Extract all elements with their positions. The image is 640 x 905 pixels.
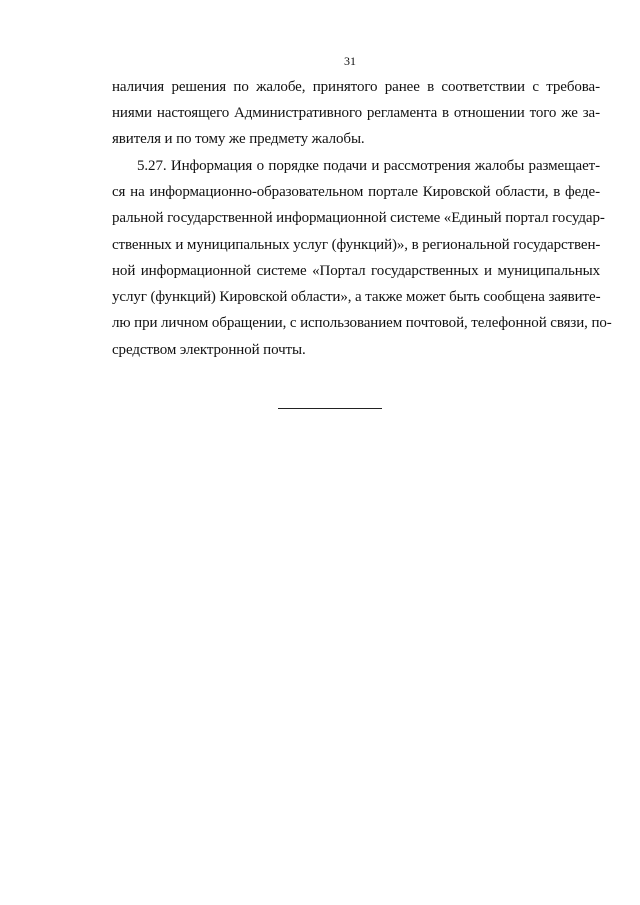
text-line: средством электронной почты. (112, 342, 306, 358)
text-line: ральной государственной информационной системе «Единый портал государ- (112, 210, 605, 226)
text-line: ственных и муниципальных услуг (функций)», в региональной государствен- (112, 237, 601, 253)
text-line: явителя и по тому же предмету жалобы. (112, 131, 365, 147)
text-line: ной информационной системе «Портал государственных и муниципальных (112, 263, 600, 279)
text-line: наличия решения по жалобе, принятого ранее в соответствии с требова- (112, 79, 600, 95)
text-line: ся на информационно-образовательном портале Кировской области, в феде- (112, 184, 600, 200)
text-line: услуг (функций) Кировской области», а также может быть сообщена заявите- (112, 289, 601, 305)
text-line: ниями настоящего Административного регламента в отношении того же за- (112, 105, 600, 121)
text-line: лю при личном обращении, с использованием почтовой, телефонной связи, по- (112, 315, 612, 331)
page-number: 31 (344, 54, 356, 68)
text-line: 5.27. Информация о порядке подачи и рассмотрения жалобы размещает- (137, 158, 600, 174)
end-divider (278, 408, 382, 409)
